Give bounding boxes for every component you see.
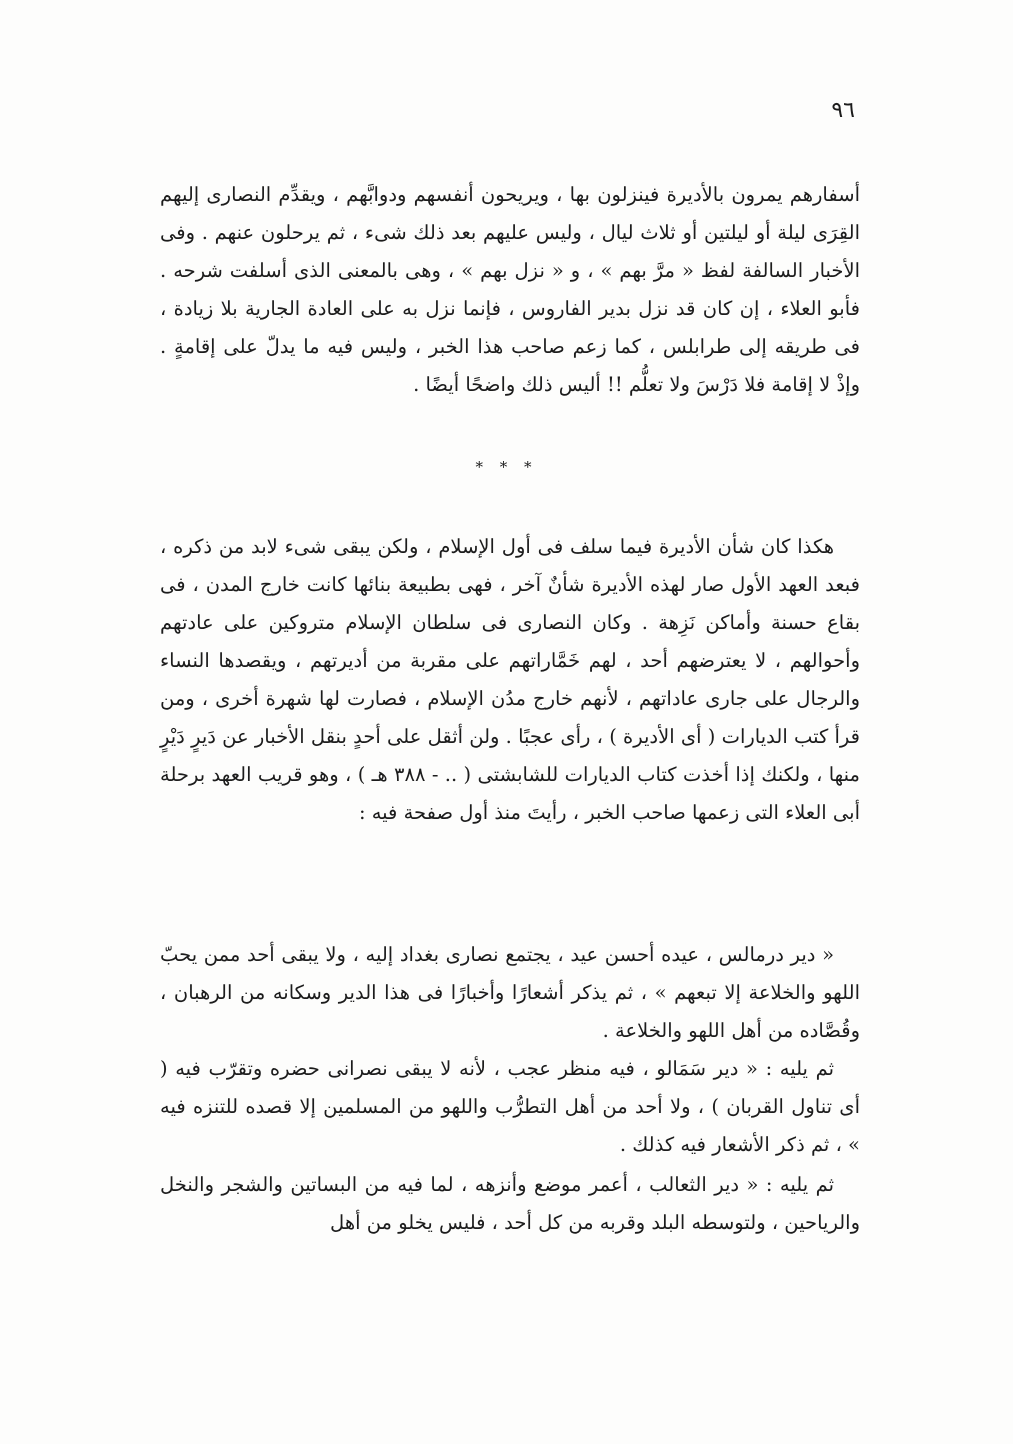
paragraph-4-quote [160,1050,860,1164]
section-separator: * * * [475,458,538,476]
paragraph-2 [160,528,860,832]
paragraph-text: ثم يليه : « دير سَمَالو ، فيه منظر عجب ، لأنه لا يبقى نصرانى حضره وتقرّب فيه ( أى تناول القربان ) ، ولا أحد من أهل التطرُّب واللهو من المسلمين إلا قصده للتنزه فيه » ، ثم ذكر الأشعار فيه كذلك . [160,1057,860,1156]
paragraph-3-quote [160,936,860,1050]
paragraph-5-quote [160,1166,860,1242]
paragraph-text: أسفارهم يمرون بالأديرة فينزلون بها ، ويريحون أنفسهم ودوابَّهم ، ويقدِّم النصارى إليهم القِرَى ليلة أو ليلتين أو ثلاث ليال ، وليس عليهم بعد ذلك شىء ، ثم يرحلون عنهم . وفى الأخبار السالفة لفظ « مرَّ بهم » ، و « نزل بهم » ، وهى بالمعنى الذى أسلفت شرحه . فأبو العلاء ، إن كان قد نزل بدير الفاروس ، فإنما نزل به على العادة الجارية بلا زيادة ، فى طريقه إلى طرابلس ، كما زعم صاحب هذا الخبر ، وليس فيه ما يدلّ على إقامةٍ . وإذْ لا إقامة فلا دَرْسَ ولا تعلُّم !! أليس ذلك واضحًا أيضًا . [160,183,860,396]
paragraph-text: « دير درمالس ، عيده أحسن عيد ، يجتمع نصارى بغداد إليه ، ولا يبقى أحد ممن يحبّ اللهو والخلاعة إلا تبعهم » ، ثم يذكر أشعارًا وأخبارًا فى هذا الدير وسكانه من الرهبان ، وقُصَّاده من أهل اللهو والخلاعة . [160,943,860,1042]
paragraph-text: هكذا كان شأن الأديرة فيما سلف فى أول الإسلام ، ولكن يبقى شىء لابد من ذكره ، فبعد العهد الأول صار لهذه الأديرة شأنٌ آخر ، فهى بطبيعة بنائها كانت خارج المدن ، فى بقاع حسنة وأماكن نَزِهة . وكان النصارى فى سلطان الإسلام متروكين على عادتهم وأحوالهم ، لا يعترضهم أحد ، لهم خَمَّاراتهم على مقربة من أديرتهم ، ويقصدها النساء والرجال على جارى عاداتهم ، لأنهم خارج مدُن الإسلام ، فصارت لها شهرة أخرى ، ومن قرأ كتب الديارات ( أى الأديرة ) ، رأى عجبًا . ولن أثقل على أحدٍ بنقل الأخبار عن دَيرٍ دَيْرٍ منها ، ولكنك إذا أخذت كتاب الديارات للشابشتى ( .. - ٣٨٨ هـ ) ، وهو قريب العهد برحلة أبى العلاء التى زعمها صاحب الخبر ، رأيتَ منذ أول صفحة فيه : [160,535,860,824]
paragraph-text: ثم يليه : « دير الثعالب ، أعمر موضع وأنزهه ، لما فيه من البساتين والشجر والنخل والرياحين ، ولتوسطه البلد وقربه من كل أحد ، فليس يخلو من أهل [160,1173,860,1234]
paragraph-1 [160,176,860,404]
page-number: ٩٦ [831,98,855,123]
